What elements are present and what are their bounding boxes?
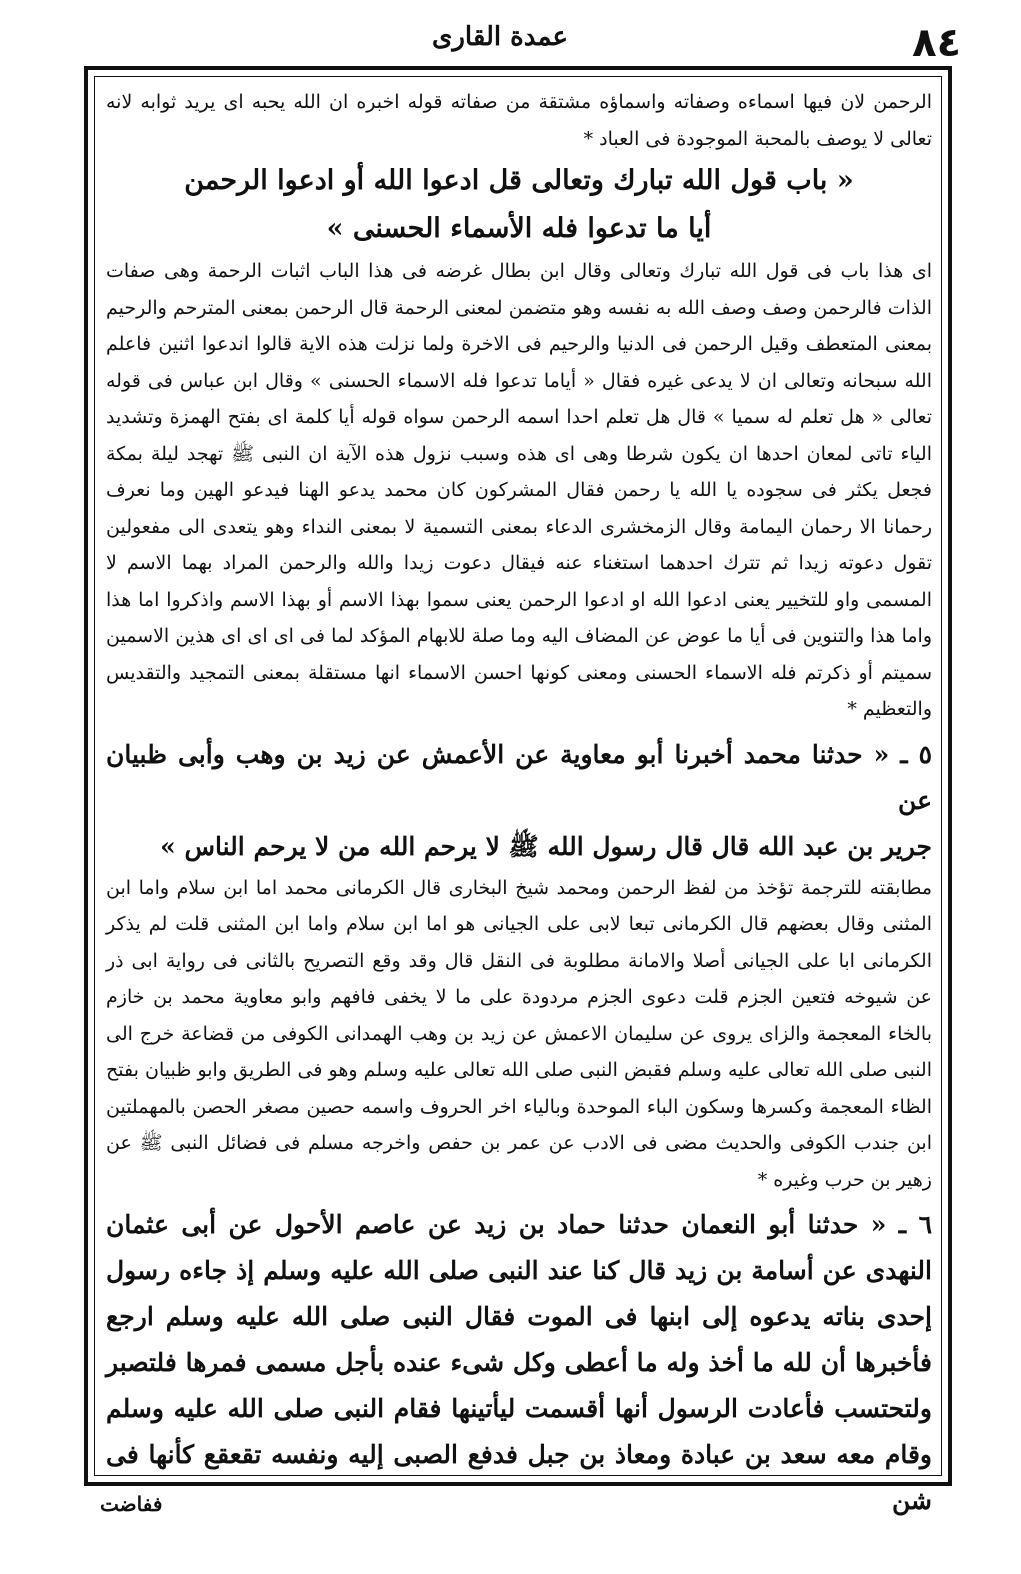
page-header [0,0,1021,70]
hadith-5-line-1: ٥ ـ « حدثنا محمد أخبرنا أبو معاوية عن الأعمش عن زيد بن وهب وأبى ظبيان عن [106,739,932,815]
commentary-paragraph-2: اى هذا باب فى قول الله تبارك وتعالى وقال ابن بطال غرضه فى هذا الباب اثبات الرحمة وهى صفات الذات فالرحمن وصف وصف الله به نفسه وهو متضمن لمعنى الرحمة قال الرحمن بمعنى المترحم والرحيم بمعنى المتعطف وقيل الرحمن فى الدنيا والرحيم فى الاخرة ولما نزلت هذه الاية قالوا اندعوا اثنين فاعلم الله سبحانه وتعالى ان لا يدعى غيره فقال « أياما تدعوا فله الاسماء الحسنى » وقال ابن عباس فى قوله تعالى « هل تعلم له سميا » قال هل تعلم احدا اسمه الرحمن سواه قوله أيا كلمة اى بفتح الهمزة وتشديد الياء تاتى لمعان احدها ان يكون شرطا وهى اى هذه وسبب نزول هذه الآية ان النبى ﷺ تهجد ليلة بمكة فجعل يكثر فى سجوده يا الله يا رحمن فقال المشركون كان محمد يدعو الهنا فيدعو الهين وما نعرف رحمانا الا رحمان اليمامة وقال الزمخشرى الدعاء بمعنى التسمية لا بمعنى النداء وهو يتعدى الى مفعولين تقول دعوته زيدا ثم تترك احدهما استغناء عنه فيقال دعوت زيدا والله والرحمن المراد بهما الاسم لا المسمى واو للتخيير يعنى ادعوا الله او ادعوا الرحمن يعنى سموا بهذا الاسم أو بهذا الاسم واذكروا اما هذا واما هذا والتنوين فى أيا ما عوض عن المضاف اليه وما صلة للابهام المؤكد لما فى اى اى اى هذين الاسمين سميتم أو ذكرتم فله الاسماء الحسنى ومعنى كونها احسن الاسماء انها مستقلة بمعنى التمجيد والتقديس والتعظيم * [106,260,932,720]
hadith-6: ٦ ـ « حدثنا أبو النعمان حدثنا حماد بن زيد عن عاصم الأحول عن أبى عثمان النهدى عن أسامة بن زيد قال كنا عند النبى صلى الله عليه وسلم إذ جاءه رسول إحدى بناته يدعوه إلى ابنها فى الموت فقال النبى صلى الله عليه وسلم ارجع فأخبرها أن لله ما أخذ وله ما أعطى وكل شىء عنده بأجل مسمى فمرها فلتصبر ولتحتسب فأعادت الرسول أنها أقسمت ليأتينها فقام النبى صلى الله عليه وسلم وقام معه سعد بن عبادة ومعاذ بن جبل فدفع الصبى إليه ونفسه تقعقع كأنها فى شن [106,1210,932,1515]
hadith-5-line-2: جرير بن عبد الله قال قال رسول الله ﷺ لا يرحم الله من لا يرحم الناس » [160,831,932,861]
bab-heading-line-2: أيا ما تدعوا فله الأسماء الحسنى » [326,213,712,244]
commentary-paragraph-3: مطابقته للترجمة تؤخذ من لفظ الرحمن ومحمد شيخ البخارى قال الكرمانى محمد اما ابن سلام واما ابن المثنى وقال بعضهم قال الكرمانى تبعا لابى على الجيانى هو اما ابن سلام واما ابن المثنى قلت لم يذكر الكرمانى ابا على الجيانى أصلا والامانة مطلوبة فى النقل قال وقد وقع التصريح بالثانى فى رواية ابى ذر عن شيوخه فتعين الجزم قلت دعوى الجزم مردودة على ما لا يخفى فافهم وابو معاوية محمد بن خازم بالخاء المعجمة والزاى يروى عن سليمان الاعمش عن زيد بن وهب الهمدانى الكوفى من قضاعة خرج الى النبى صلى الله تعالى عليه وسلم فقبض النبى صلى الله تعالى عليه وسلم وهو فى الطريق وابو ظبيان بفتح الظاء المعجمة وكسرها وسكون الباء الموحدة وبالياء اخر الحروف واسمه حصين مصغر الحصن بالمهملتين ابن جندب الكوفى والحديث مضى فى الادب عن عمر بن حفص واخرجه مسلم فى فضائل النبى ﷺ عن زهير بن حرب وغيره * [106,876,932,1191]
running-title: عمدة القارى [432,22,568,52]
bab-heading-line-1: « باب قول الله تبارك وتعالى قل ادعوا الله أو ادعوا الرحمن [184,165,854,196]
page-number: ٨٤ [912,20,961,66]
commentary-paragraph-1: الرحمن لان فيها اسماءه وصفاته واسماؤه مشتقة من صفاته قوله اخبره ان الله يحبه اى يريد ثوابه لانه تعالى لا يوصف بالمحبة الموجودة فى العباد * [106,91,932,150]
catchword: ففاضت [100,1492,163,1516]
